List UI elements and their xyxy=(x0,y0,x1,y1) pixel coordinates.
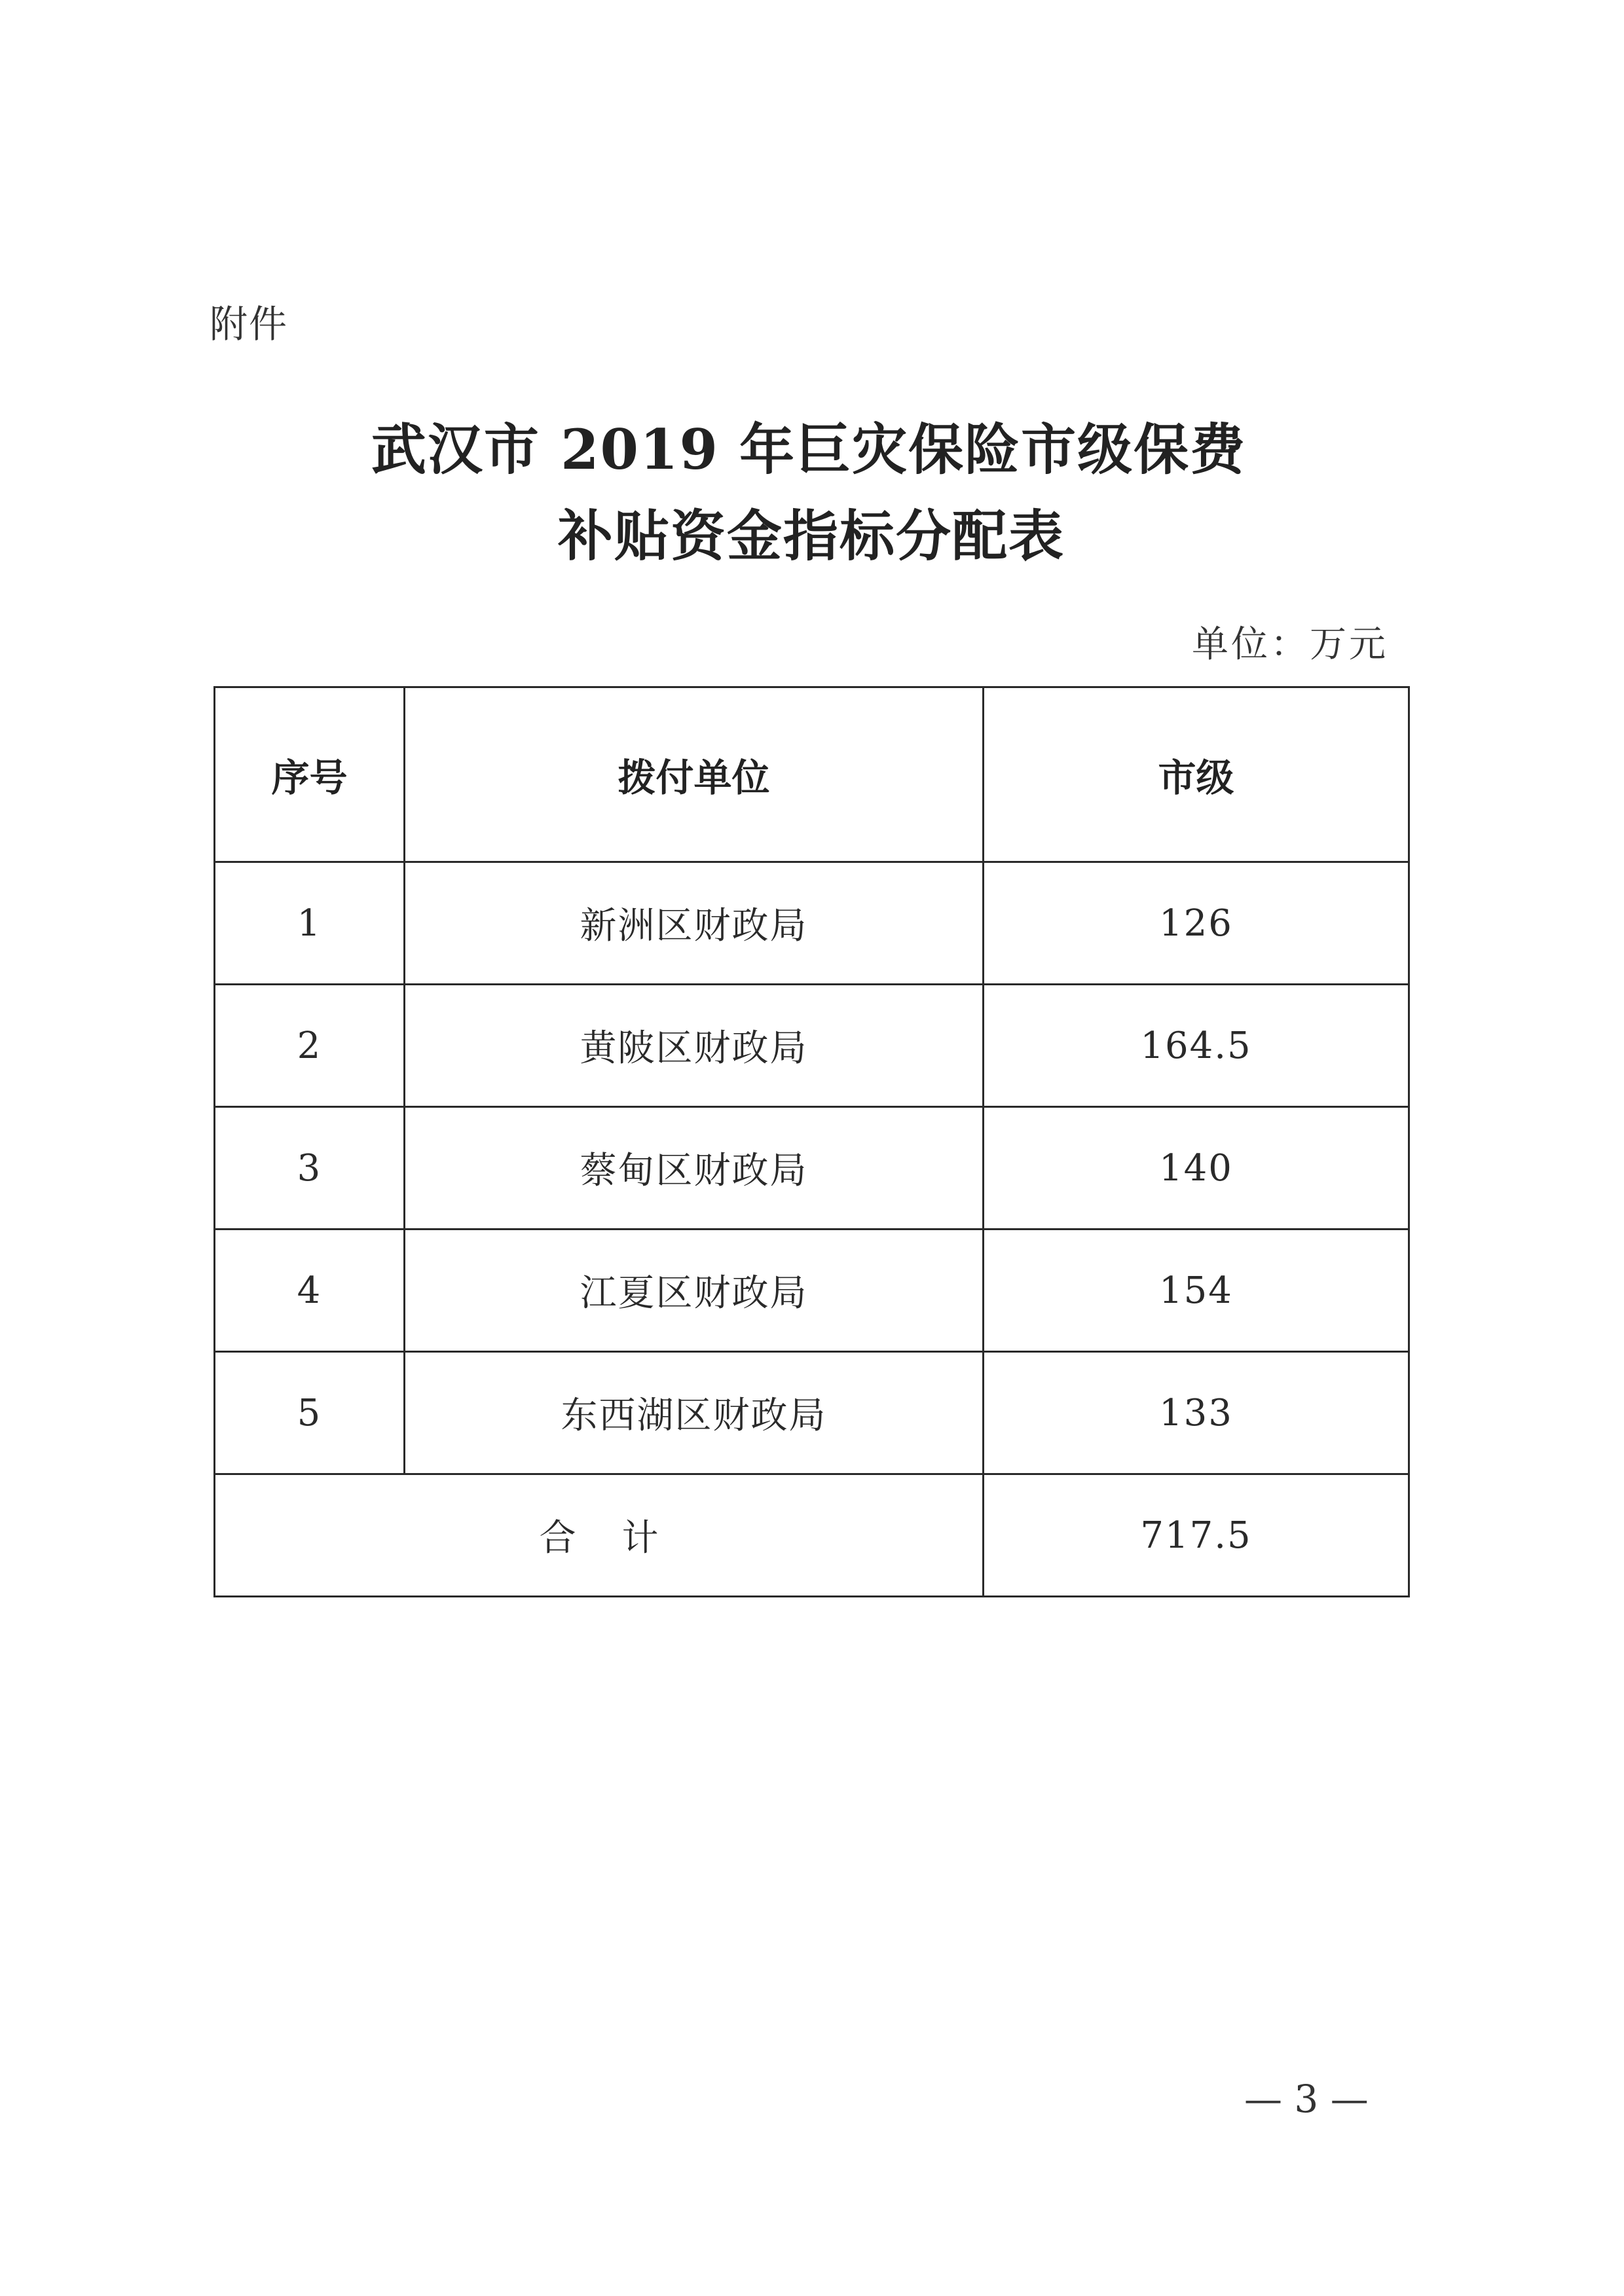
table-row xyxy=(215,1107,1409,1230)
page-number: — 3 — xyxy=(1244,2077,1369,2121)
table-row xyxy=(215,862,1409,985)
row-unit: 江夏区财政局 xyxy=(405,1230,984,1352)
row-amount: 164.5 xyxy=(984,985,1409,1107)
table-row xyxy=(215,1352,1409,1474)
allocation-table xyxy=(213,686,1410,1597)
row-index: 2 xyxy=(215,985,405,1107)
total-amount: 717.5 xyxy=(984,1474,1409,1597)
table-header-row xyxy=(215,687,1409,862)
table-row xyxy=(215,985,1409,1107)
row-amount: 154 xyxy=(984,1230,1409,1352)
header-amount: 市级 xyxy=(984,687,1409,862)
row-amount: 133 xyxy=(984,1352,1409,1474)
attachment-label: 附件 xyxy=(210,302,289,346)
header-index: 序号 xyxy=(215,687,405,862)
row-amount: 126 xyxy=(984,862,1409,985)
row-unit: 蔡甸区财政局 xyxy=(405,1107,984,1230)
header-unit: 拨付单位 xyxy=(405,687,984,862)
document-title-line-1: 武汉市 2019 年巨灾保险市级保费 xyxy=(371,417,1247,482)
total-row xyxy=(215,1474,1409,1597)
total-label: 合计 xyxy=(215,1474,984,1597)
row-index: 1 xyxy=(215,862,405,985)
document-title-line-2: 补贴资金指标分配表 xyxy=(557,503,1065,568)
unit-label: 单位：万元 xyxy=(1192,623,1388,666)
row-unit: 黄陂区财政局 xyxy=(405,985,984,1107)
row-unit: 东西湖区财政局 xyxy=(405,1352,984,1474)
table-row xyxy=(215,1230,1409,1352)
row-unit: 新洲区财政局 xyxy=(405,862,984,985)
row-index: 5 xyxy=(215,1352,405,1474)
row-index: 4 xyxy=(215,1230,405,1352)
row-amount: 140 xyxy=(984,1107,1409,1230)
row-index: 3 xyxy=(215,1107,405,1230)
